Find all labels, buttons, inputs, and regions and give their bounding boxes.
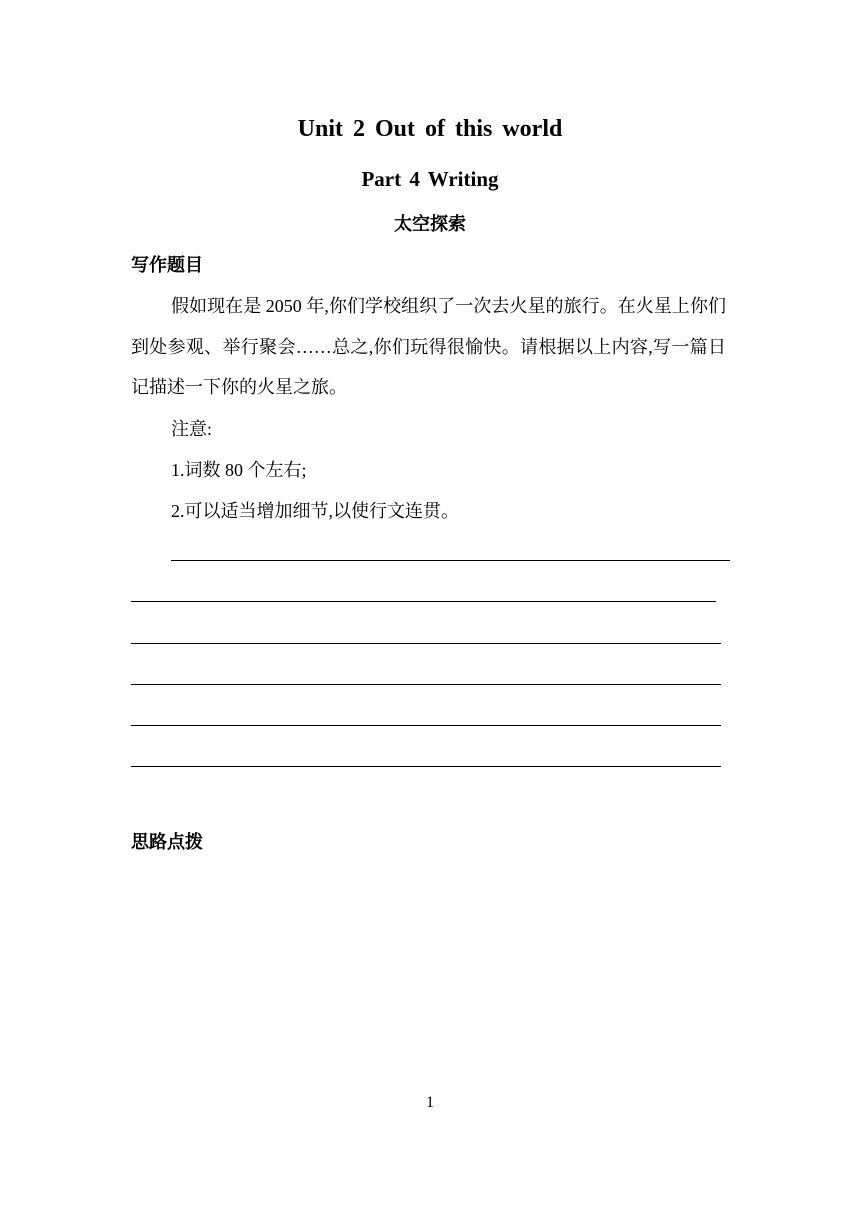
notes-label: 注意:	[171, 419, 213, 439]
answer-line-6[interactable]	[131, 766, 721, 767]
topic-title: 太空探索	[394, 214, 466, 235]
answer-line-4[interactable]	[131, 684, 721, 685]
answer-line-5[interactable]	[131, 725, 721, 726]
task-heading: 写作题目	[131, 255, 203, 276]
answer-line-3[interactable]	[131, 643, 721, 644]
note-word-count: 1.词数 80 个左右;	[171, 460, 307, 480]
page-number: 1	[426, 1094, 434, 1111]
unit-title: Unit 2 Out of this world	[297, 116, 563, 142]
part-subtitle: Part 4 Writing	[361, 167, 499, 191]
note-coherence: 2.可以适当增加细节,以使行文连贯。	[171, 501, 459, 521]
hint-heading: 思路点拨	[131, 832, 203, 853]
writing-prompt: 假如现在是 2050 年,你们学校组织了一次去火星的旅行。在火星上你们到处参观、举行聚会……总之,你们玩得很愉快。请根据以上内容,写一篇日记描述一下你的火星之旅。	[131, 296, 726, 397]
answer-line-2[interactable]	[131, 601, 716, 602]
answer-line-1[interactable]	[171, 560, 730, 561]
